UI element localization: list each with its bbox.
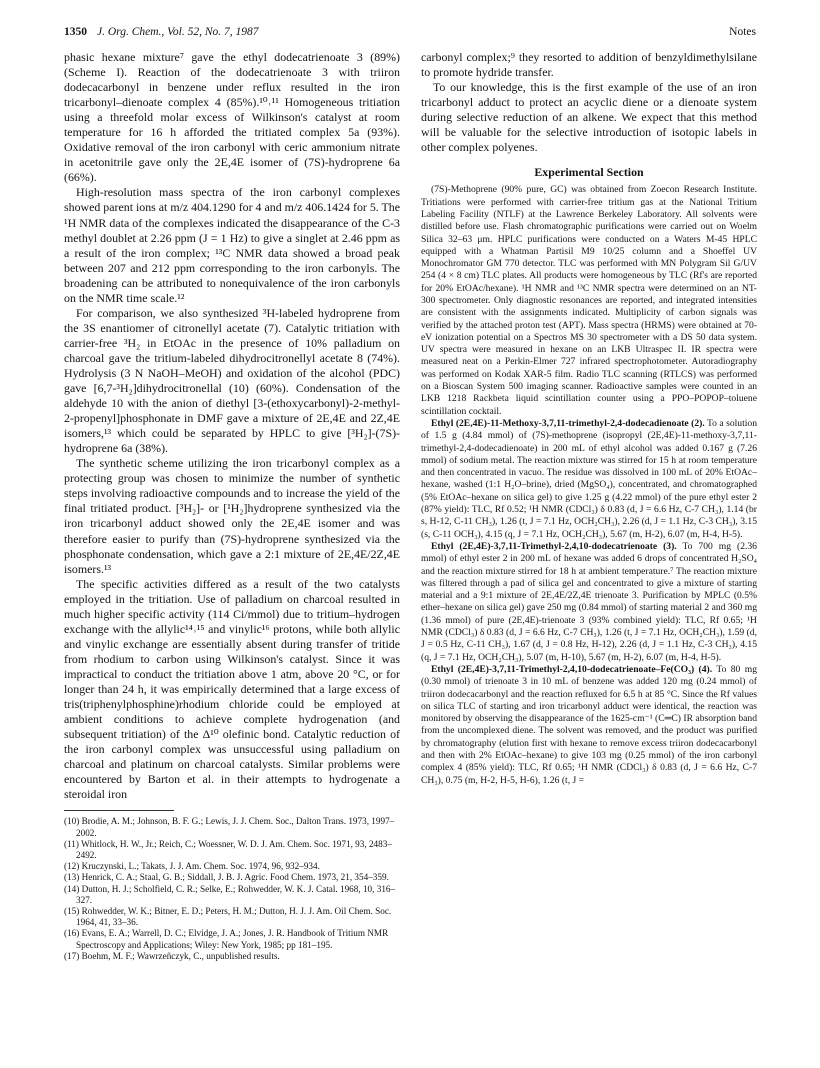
section-label: Notes (729, 26, 756, 38)
body-paragraph: To our knowledge, this is the first example of the use of an iron tricarbonyl adduct to protect an acyclic diene or a dienoate system during selective reduction of an alkene. We expect that this method will be valuable for the selective introduction of isotopic labels in other complex polyenes. (421, 80, 757, 155)
compound-heading: Ethyl (2E,4E)-3,7,11-Trimethyl-2,4,10-dodecatrienoate (3). (431, 540, 677, 552)
experimental-text: To 80 mg (0.30 mmol) of trienoate 3 in 10 mL of benzene was added 120 mg (0.24 mmol) of triiron dodecacarbonyl and the reaction refluxed for 6.5 h at 85 °C. Since the Rf values on silica TLC of starting and iron tricarbonyl adduct were identical, the reaction was monitored by observing the disappearance of the 1625-cm⁻¹ (C═C) IR absorption band from the uncomplexed diene. The solvent was removed, and the product was purified by chromatography (elution first with hexane to remove excess triiron dodecacarbonyl and then with 2% EtOAc–hexane) to give 103 mg (0.25 mmol) of the iron carbonyl complex 4 (85% yield): TLC, Rf 0.65; ¹H NMR (CDCl₃) δ 0.83 (d, J = 6.6 Hz, C-7 CH₃), 0.75 (m, H-2, H-5, H-6), 1.26 (t, J = (421, 663, 758, 786)
reference-item: (14) Dutton, H. J.; Scholfield, C. R.; Selke, E.; Rohwedder, W. K. J. Catal. 1968, 10, 316–327. (64, 883, 396, 905)
body-paragraph: High-resolution mass spectra of the iron carbonyl complexes showed parent ions at m/z 404.1290 for 4 and m/z 406.1424 for 5. The ¹H NMR data of the complexes indicated the disappearance of the C-3 methyl doublet at 2.26 ppm (J = 1 Hz) to give a singlet at 2.46 ppm as a result of the iron complex; ¹³C NMR data showed a broad peak between 207 and 212 ppm corresponding to the iron carbonyls. The broadening can be attributed to nonequivalence of the iron carbonyls on the NMR time scale.¹² (64, 185, 400, 305)
body-paragraph: The specific activities differed as a result of the two catalysts employed in the tritiation. Use of palladium on charcoal resulted in much higher specific activity (114 Ci/mmol) due to tritium–hydrogen exchange with the allylic¹⁴˒¹⁵ and vinylic¹⁶ protons, while both allylic and vinylic exchange are essentially absent during transfer of tritide from rhodium to carbon using Wilkinson's catalyst. Since it was impractical to conduct the tritiation above 1 atm, above 20 °C, or for longer than 24 h, it was empirically determined that a large excess of tris(triphenylphosphine)rhodium chloride could be employed at ambient conditions to achieve complete hydrogenation (and subsequent tritiation) of the Δ¹⁰ olefinic bond. Catalytic reduction of the iron carbonyl complex was unsuccessful using palladium on charcoal and platinum on charcoal catalysts. Similar problems were encountered by Barton et al. in their attempts to hydrogenate a steroidal iron (64, 576, 400, 802)
page-number: 1350 (64, 26, 87, 38)
footnote-divider (64, 810, 174, 811)
reference-item: (17) Boehm, M. F.; Wawrzeñczyk, C., unpublished results. (64, 950, 280, 961)
experimental-text: (7S)-Methoprene (90% pure, GC) was obtained from Zoecon Research Institute. Tritiations were performed with carrier-free tritium gas at the National Tritium Labeling Facility (NTLF) at the Lawrence Berkeley Laboratory. All solvents were distilled before use. Flash chromatographic purifications were carried out on Woelm Silica 32–63 μm. HPLC purifications were conducted on a Waters M-45 HPLC equipped with a Whatman Partisil M9 10/25 column and a Shoeffel UV Monochromator GM 770 detector. TLC was performed with MN Polygram Sil G/UV 254 (4 × 8 cm) TLC plates. All products were homogeneous by TLC (Rf's are reported for 20% EtOAc/hexane). ¹H NMR and ¹³C NMR spectra were determined on an NT-300 spectrometer. Only diagnostic resonances are reported, and integrated intensities are consistent with the assignments indicated. Multiplicity of carbon signals was verified by the attached proton test (APT). Mass spectra (HRMS) were obtained at 70-eV ionization potential on a Spectros MS 30 spectrometer with a DS 50 data system. UV spectra were measured in hexane on an LKB Ultraspec II. IR spectra were measured neat on a Perkin-Elmer 727 infrared spectrophotometer. Autoradiography was performed on Kodak XAR-5 film. Radio TLC scanning (RTLCS) was performed on a Bioscan System 500 imaging scanner. Radioactive samples were counted in an LKB 1218 Rackbeta liquid scintillation counter using a PPO–POPOP–toluene scintillation cocktail. (421, 184, 757, 417)
reference-item: (15) Rohwedder, W. K.; Bitner, E. D.; Peters, H. M.; Dutton, H. J. J. Am. Oil Chem. Soc. 1964, 41, 33–36. (64, 905, 392, 928)
compound-heading: Ethyl (2E,4E)-3,7,11-Trimethyl-2,4,10-dodecatrienoate–Fe(CO₃) (4). (431, 663, 713, 675)
experimental-paragraph (421, 418, 757, 541)
reference-item: (12) Kruczynski, L.; Takats, J. J. Am. Chem. Soc. 1974, 96, 932–934. (64, 861, 320, 872)
experimental-text: To 700 mg (2.36 mmol) of ethyl ester 2 in 200 mL of hexane was added 6 drops of concentrated H₂SO₄ and the reaction mixture stirred for 18 h at ambient temperature.⁷ The reaction mixture was filtered through a pad of silica gel and concentrated to give a mixture of starting material and a 9:1 mixture of 2E,4E/2Z,4E trienoate 3. Purification by MPLC (0.5% ether–hexane on silica gel) gave 250 mg (0.84 mmol) of starting material 2 and 360 mg (1.36 mmol) of pure (2E,4E)-trienoate 3 (93% combined yield): TLC, Rf 0.65; ¹H NMR (CDCl₃) δ 0.83 (d, J = 6.6 Hz, C-7 CH₃), 1.26 (t, J = 7.1 Hz, OCH₂CH₃), 1.59 (d, J = 0.5 Hz, C-11 CH₃), 1.67 (d, J = 0.8 Hz, H-12), 2.26 (d, J = 1.1 Hz, C-3 CH₃), 4.15 (q, J = 7.1 Hz, OCH₂CH₃), 5.07 (m, H-10), 5.67 (m, H-2), 6.07 (m, H-4, H-5). (421, 540, 757, 663)
right-column (421, 50, 757, 787)
reference-list (64, 816, 400, 962)
journal-citation: J. Org. Chem., Vol. 52, No. 7, 1987 (97, 26, 259, 38)
reference-item: (11) Whitlock, H. W., Jr.; Reich, C.; Woessner, W. D. J. Am. Chem. Soc. 1971, 93, 2483–2492. (64, 838, 392, 860)
body-paragraph: phasic hexane mixture⁷ gave the ethyl dodecatrienoate 3 (89%) (Scheme I). Reaction of the dodecatrienoate 3 with triiron dodecacarbonyl in benzene under reflux resulted in the iron tricarbonyl–dienoate complex 4 (85%).¹⁰˒¹¹ Homogeneous tritiation using a threefold molar excess of Wilkinson's catalyst at room temperature for 16 h afforded the tritiated complex 5a (93%). Oxidative removal of the iron carbonyl with ceric ammonium nitrate in acetonitrile gave only the 2E,4E isomer of (7S)-hydroprene 6a (66%). (64, 50, 400, 185)
compound-heading: Ethyl (2E,4E)-11-Methoxy-3,7,11-trimethyl-2,4-dodecadienoate (2). (431, 417, 705, 429)
reference-item: (10) Brodie, A. M.; Johnson, B. F. G.; Lewis, J. J. Chem. Soc., Dalton Trans. 1973, 1997–2002. (64, 816, 395, 838)
body-paragraph: For comparison, we also synthesized ³H-labeled hydroprene from the 3S enantiomer of citronellyl acetate (7). Catalytic tritiation with carrier-free ³H₂ in EtOAc in the presence of 10% palladium on charcoal gave the tritium-labeled dihydrocitronellyl acetate 8 (74%). Hydrolysis (3 N NaOH–MeOH) and oxidation of the alcohol (PDC) gave [6,7-³H₂]dihydrocitronellal (10) (60%). Condensation of the aldehyde 10 with the anion of diethyl [3-(ethoxycarbonyl)-2-methyl-2-propenyl]phosphonate in DMF gave a mixture of 2E,4E and 2Z,4E isomers,¹³ which could be separated by HPLC to give [³H₂]-(7S)-hydroprene 6a (38%). (64, 305, 400, 456)
body-paragraph: The synthetic scheme utilizing the iron tricarbonyl complex as a protecting group was chosen to minimize the number of synthetic steps involving radioactive compounds and to increase the yield of the final tritiated product. [³H₂]- or [¹H₂]hydroprene synthesized via the iron tricarbonyl adduct showed only the 2E,4E isomer and was therefore easier to purify than (7S)-hydroprene synthesized via the phosphonate condensation, which gave a 2:1 mixture of 2E,4E/2Z,4E isomers.¹³ (64, 456, 400, 576)
experimental-text: To a solution of 1.5 g (4.84 mmol) of (7S)-methoprene (isopropyl (2E,4E)-11-methoxy-3,7,11-trimethyl-2,4-dodecadienoate) in 200 mL of ethyl alcohol was added 0.167 g (7.26 mmol) of sodium metal. The reaction mixture was stirred for 15 h at room temperature and then concentrated in vacuo. The residue was dissolved in 100 mL of 20% EtOAc–hexane, washed (1:1 H₂O–brine), dried (MgSO₄), concentrated, and chromatographed (5% EtOAc–hexane on silica gel) to give 1.25 g (4.22 mmol) of the pure ethyl ester 2 (87% yield): TLC, Rf 0.52; ¹H NMR (CDCl₃) δ 0.83 (d, J = 6.6 Hz, C-7 CH₃), 1.14 (br s, H-12, C-11 CH₃), 1.26 (t, J = 7.1 Hz, OCH₂CH₃), 2.26 (d, J = 1.1 Hz, C-3 CH₃), 3.15 (s, C-11 OCH₃), 4.15 (q, J = 7.1 Hz, OCH₂CH₃), 5.67 (m, H-2), 6.07 (m, H-4, H-5). (421, 417, 757, 540)
experimental-paragraph (421, 541, 757, 664)
experimental-paragraph (421, 184, 757, 418)
reference-item: (13) Henrick, C. A.; Staal, G. B.; Siddall, J. B. J. Agric. Food Chem. 1973, 21, 354–359. (64, 872, 389, 883)
section-heading: Experimental Section (534, 165, 644, 180)
running-header (64, 26, 756, 42)
experimental-paragraph (421, 664, 757, 787)
body-paragraph: carbonyl complex;⁹ they resorted to addition of benzyldimethylsilane to promote hydride transfer. (421, 50, 757, 80)
left-column (64, 50, 400, 962)
header-left (64, 26, 259, 38)
reference-item: (16) Evans, E. A.; Warrell, D. C.; Elvidge, J. A.; Jones, J. R. Handbook of Tritium NMR Spectroscopy and Applications; Wiley: New York, 1985; pp 181–195. (64, 928, 389, 950)
